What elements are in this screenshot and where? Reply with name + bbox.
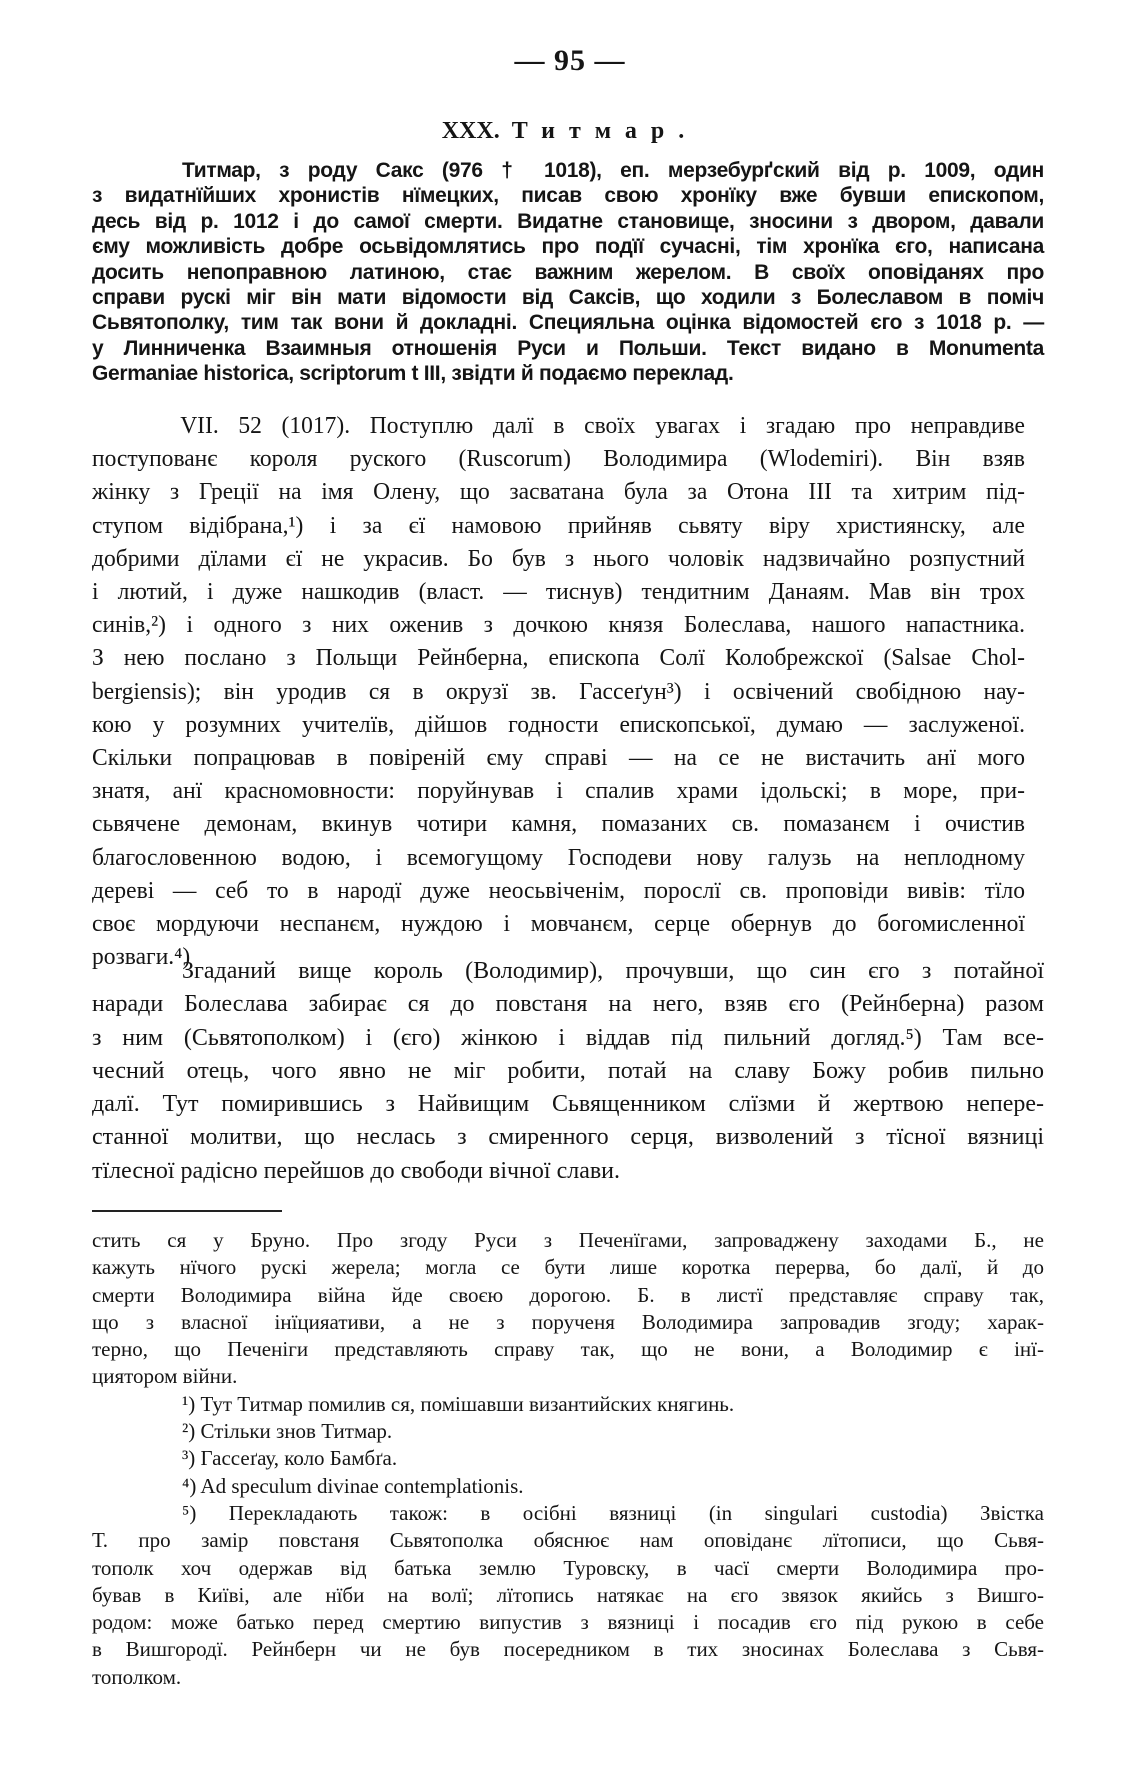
footnote-3: ³) Гассеґау, коло Бамбґа. (182, 1446, 398, 1471)
text-line: у Линниченка Взаимныя отношенія Руси и Польши. Текст видано в Monumenta (92, 336, 1044, 360)
text-line: знатя, анї красномовности: поруйнував і спалив храми ідольскі; в море, при- (92, 778, 1025, 805)
footnote-continuation-line: смерти Володимира війна йде своєю дорогою. Б. в листї представляє справу так, (92, 1282, 1044, 1307)
text-line: з видатнїйших хронистів нїмецких, писав свою хронїку вже бувши епископом, (92, 184, 1044, 208)
footnote-continuation-line: стить ся у Бруно. Про згоду Руси з Печенїгами, запроваджену заходами Б., не (92, 1228, 1044, 1252)
footnote-continuation-line: що з власної інїцияативи, а не з порученя Володимира запровадив згоду; харак- (92, 1309, 1044, 1334)
footnote-2: ²) Стільки знов Титмар. (182, 1419, 393, 1444)
footnote-5-line: Т. про замір повстаня Сьвятополка обяснює нам оповіданє лїтописи, що Сьвя- (92, 1528, 1044, 1553)
text-line: З нею послано з Польщи Рейнберна, епископа Солї Колобрежскої (Salsae Chol- (92, 645, 1025, 672)
text-line: ступом відібрана,¹) і за єї намовою прийняв сьвяту віру християнску, але (92, 512, 1025, 539)
text-line: далї. Тут помирившись з Найвищим Сьвященником слїзми й жертвою непере- (92, 1091, 1044, 1118)
footnote-5-line: тополк хоч одержав від батька землю Туровску, в часї смерти Володимира про- (92, 1555, 1044, 1580)
text-line: розваги.⁴) (92, 944, 191, 971)
text-line: Скільки попрацював в повіреній єму справі — на се не вистачить анї мого (92, 745, 1025, 772)
footnote-continuation-line: кажуть нїчого рускі жерела; могла се бути лише коротка перерва, бо далї, й до (92, 1255, 1044, 1280)
footnote-5-line: родом: може батько перед смертию випустив з вязниці і посадив єго під рукою в себе (92, 1610, 1044, 1635)
text-line: дереві — себ то в народї дуже неосьвіченім, порослї св. проповіди вивів: тїло (92, 877, 1025, 904)
text-line: синів,²) і одного з них оженив з дочкою князя Болеслава, нашого напастника. (92, 612, 1025, 639)
main-paragraph-1 (92, 410, 1025, 974)
footnote-5: ⁵) Перекладають також: в осібні вязниці (in singulari custodia) Звістка (182, 1500, 1044, 1525)
text-line: поступованє короля руского (Ruscorum) Володимира (Wlodemiri). Він взяв (92, 446, 1025, 473)
footnote-continuation-line: терно, що Печеніги представляють справу так, що не вони, а Володимир є інї- (92, 1337, 1044, 1362)
text-line: Згаданий вище король (Володимир), прочувши, що син єго з потайної (182, 958, 1044, 984)
text-line: станної молитви, що неслась з смиренного серця, визволений з тїсної вязниці (92, 1124, 1044, 1151)
intro-paragraph (92, 158, 1044, 387)
text-line: своє мордуючи неспанєм, нуждою і мовчанєм, серце обернув до богомисленної (92, 911, 1025, 938)
text-line: Germaniae historica, scriptorum t III, звідти й подаємо переклад. (92, 362, 734, 386)
footnote-continuation-line: циятором війни. (92, 1364, 238, 1389)
text-line: кою у розумних учителїв, дійшов годности епископської, думаю — заслуженої. (92, 711, 1025, 738)
text-line: наради Болеслава забирає ся до повстаня на него, взяв єго (Рейнберна) разом (92, 991, 1044, 1018)
footnote-separator (92, 1210, 282, 1212)
chapter-number: XXX. (441, 118, 500, 144)
text-line: VII. 52 (1017). Поступлю далї в своїх увагах і згадаю про неправдиве (180, 413, 1025, 439)
text-line: єму можливість добре осьвідомлятись про подїї сучасні, тім хронїка єго, написана (92, 235, 1044, 259)
footnote-5-line: тополком. (92, 1664, 182, 1689)
footnotes (92, 1227, 1044, 1691)
footnote-5-line: в Вишгородї. Рейнберн чи не був посередником в тих зносинах Болеслава з Сьвя- (92, 1637, 1044, 1662)
text-line: благословенною водою, і всемогущому Господеви нову галузь на неплодному (92, 844, 1025, 871)
text-line: Титмар, з роду Сакс (976 † 1018), еп. мерзебурґский від р. 1009, один (182, 159, 1044, 182)
text-line: bergiensis); він уродив ся в окрузї зв. Гассеґун³) і освічений свобідною нау- (92, 678, 1025, 705)
chapter-name: Титмар. (511, 118, 699, 144)
page-number: — 95 — (514, 44, 626, 77)
text-line: десь від р. 1012 і до самої смерти. Видатне становище, зносини з двором, давали (92, 209, 1044, 233)
text-line: справи рускі міг він мати відомости від Саксів, що ходили з Болеславом в поміч (92, 286, 1044, 310)
text-line: Сьвятополку, тим так вони й докладні. Специяльна оцінка відомостей єго з 1018 р. — (92, 311, 1044, 335)
footnote-5-line: бував в Київі, але нїби на волї; лїтопись натякає на єго звязок якийсь з Вишго- (92, 1582, 1044, 1607)
text-line: чесний отець, чого явно не міг робити, потай на славу Божу робив пильно (92, 1057, 1044, 1084)
text-line: з ним (Сьвятополком) і (єго) жінкою і віддав під пильний догляд.⁵) Там все- (92, 1024, 1044, 1051)
footnote-4: ⁴) Ad speculum divinae contemplationis. (182, 1473, 524, 1498)
chapter-title (0, 118, 1140, 145)
text-line: жінку з Греції на імя Олену, що засватана була за Отона III та хитрим під- (92, 479, 1025, 506)
text-line: тїлесної радісно перейшов до свободи вічної слави. (92, 1157, 621, 1184)
main-paragraph-2 (92, 955, 1044, 1188)
text-line: добрими дїлами єї не украсив. Бо був з нього чоловік надзвичайно розпустний (92, 545, 1025, 572)
text-line: досить непоправною латиною, стає важним жерелом. В своїх оповіданях про (92, 260, 1044, 284)
text-line: сьвячене демонам, вкинув чотири камня, помазаних св. помазанєм і очистив (92, 811, 1025, 838)
footnote-1: ¹) Тут Титмар помилив ся, помішавши византийских княгинь. (182, 1391, 735, 1416)
text-line: і лютий, і дуже нашкодив (власт. — тиснув) тендитним Данаям. Мав він трох (92, 579, 1025, 606)
